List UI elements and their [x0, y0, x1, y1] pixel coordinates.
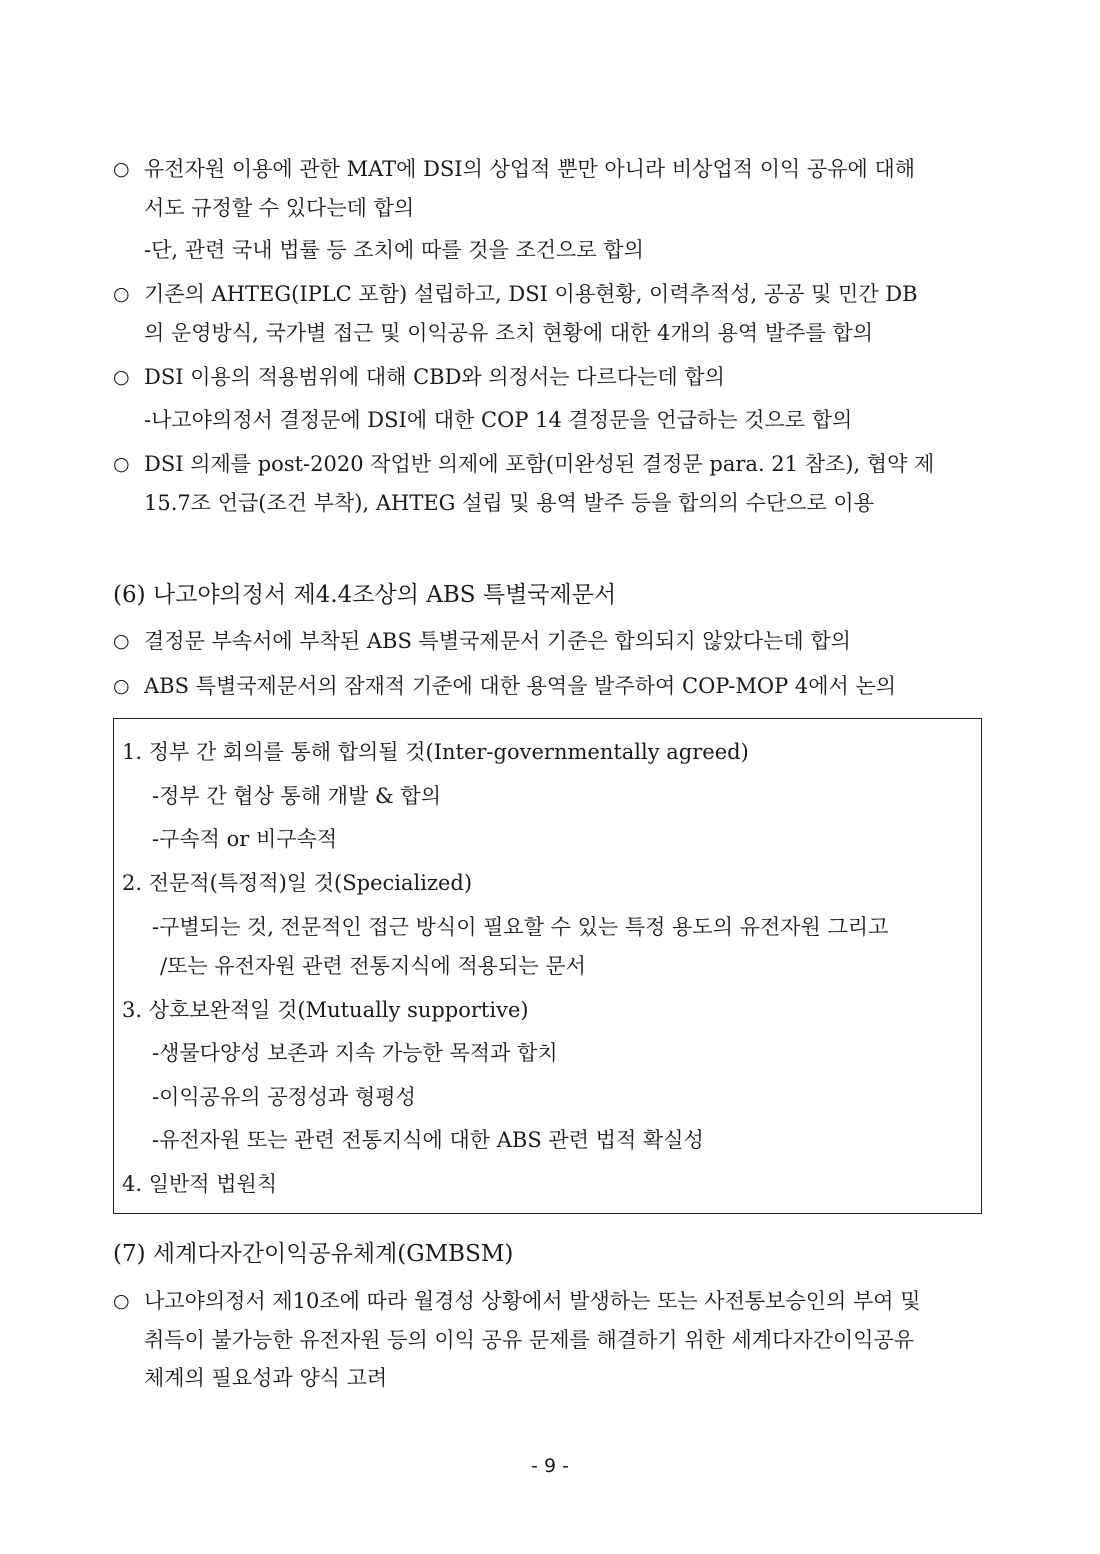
dsi-item-3-sub: -나고야의정서 결정문에 DSI에 대한 COP 14 결정문을 언급하는 것으로 합의: [144, 408, 853, 432]
dsi-item-2-line-2: 의 운영방식, 국가별 접근 및 이익공유 조치 현황에 대한 4개의 용역 발주를 합의: [144, 321, 874, 345]
criterion-2-sub-1-line-2: /또는 유전자원 관련 전통지식에 적용되는 문서: [160, 954, 586, 978]
dsi-item-1-line-2: 서도 규정할 수 있다는데 합의: [144, 196, 415, 220]
criterion-4-title: 4. 일반적 법원칙: [122, 1172, 278, 1196]
bullet-marker: ○: [113, 1290, 130, 1312]
bullet-marker: ○: [113, 283, 130, 305]
bullet-marker: ○: [113, 630, 130, 652]
criterion-3-sub-1: -생물다양성 보존과 지속 가능한 목적과 합치: [152, 1041, 558, 1065]
dsi-item-3-line-1: DSI 이용의 적용범위에 대해 CBD와 의정서는 다르다는데 합의: [144, 365, 725, 389]
criterion-2-title: 2. 전문적(특정적)일 것(Specialized): [122, 871, 473, 895]
dsi-item-4-line-1: DSI 의제를 post-2020 작업반 의제에 포함(미완성된 결정문 para. 21 참조), 협약 제: [144, 452, 935, 476]
section-6-item-2: ABS 특별국제문서의 잠재적 기준에 대한 용역을 발주하여 COP-MOP 4에서 논의: [144, 674, 897, 698]
criterion-3-title: 3. 상호보완적일 것(Mutually supportive): [122, 998, 529, 1022]
bullet-marker: ○: [113, 158, 130, 180]
criterion-3-sub-2: -이익공유의 공정성과 형평성: [152, 1085, 416, 1109]
section-7-line-1: 나고야의정서 제10조에 따라 월경성 상황에서 발생하는 또는 사전통보승인의 부여 및: [144, 1289, 921, 1313]
section-7-heading: (7) 세계다자간이익공유체계(GMBSM): [113, 1241, 514, 1267]
criterion-1-title: 1. 정부 간 회의를 통해 합의될 것(Inter-governmentally agreed): [122, 740, 749, 764]
criterion-1-sub-2: -구속적 or 비구속적: [152, 827, 338, 851]
section-7-line-3: 체계의 필요성과 양식 고려: [144, 1366, 388, 1390]
dsi-item-4-line-2: 15.7조 언급(조건 부착), AHTEG 설립 및 용역 발주 등을 합의의 수단으로 이용: [144, 491, 874, 515]
section-7-line-2: 취득이 불가능한 유전자원 등의 이익 공유 문제를 해결하기 위한 세계다자간이익공유: [144, 1328, 915, 1352]
dsi-item-2-line-1: 기존의 AHTEG(IPLC 포함) 설립하고, DSI 이용현황, 이력추적성, 공공 및 민간 DB: [144, 282, 918, 306]
bullet-marker: ○: [113, 453, 130, 475]
criterion-3-sub-3: -유전자원 또는 관련 전통지식에 대한 ABS 관련 법적 확실성: [152, 1128, 704, 1152]
criterion-2-sub-1-line-1: -구별되는 것, 전문적인 접근 방식이 필요할 수 있는 특정 용도의 유전자원 그리고: [152, 915, 889, 939]
page-number: - 9 -: [531, 1455, 569, 1477]
section-6-item-1: 결정문 부속서에 부착된 ABS 특별국제문서 기준은 합의되지 않았다는데 합의: [144, 629, 851, 653]
dsi-item-1-sub: -단, 관련 국내 법률 등 조치에 따를 것을 조건으로 합의: [144, 238, 644, 262]
criterion-1-sub-1: -정부 간 협상 통해 개발 & 합의: [152, 784, 441, 808]
dsi-item-1-line-1: 유전자원 이용에 관한 MAT에 DSI의 상업적 뿐만 아니라 비상업적 이익 공유에 대해: [144, 157, 916, 181]
bullet-marker: ○: [113, 366, 130, 388]
section-6-heading: (6) 나고야의정서 제4.4조상의 ABS 특별국제문서: [113, 582, 617, 608]
bullet-marker: ○: [113, 675, 130, 697]
